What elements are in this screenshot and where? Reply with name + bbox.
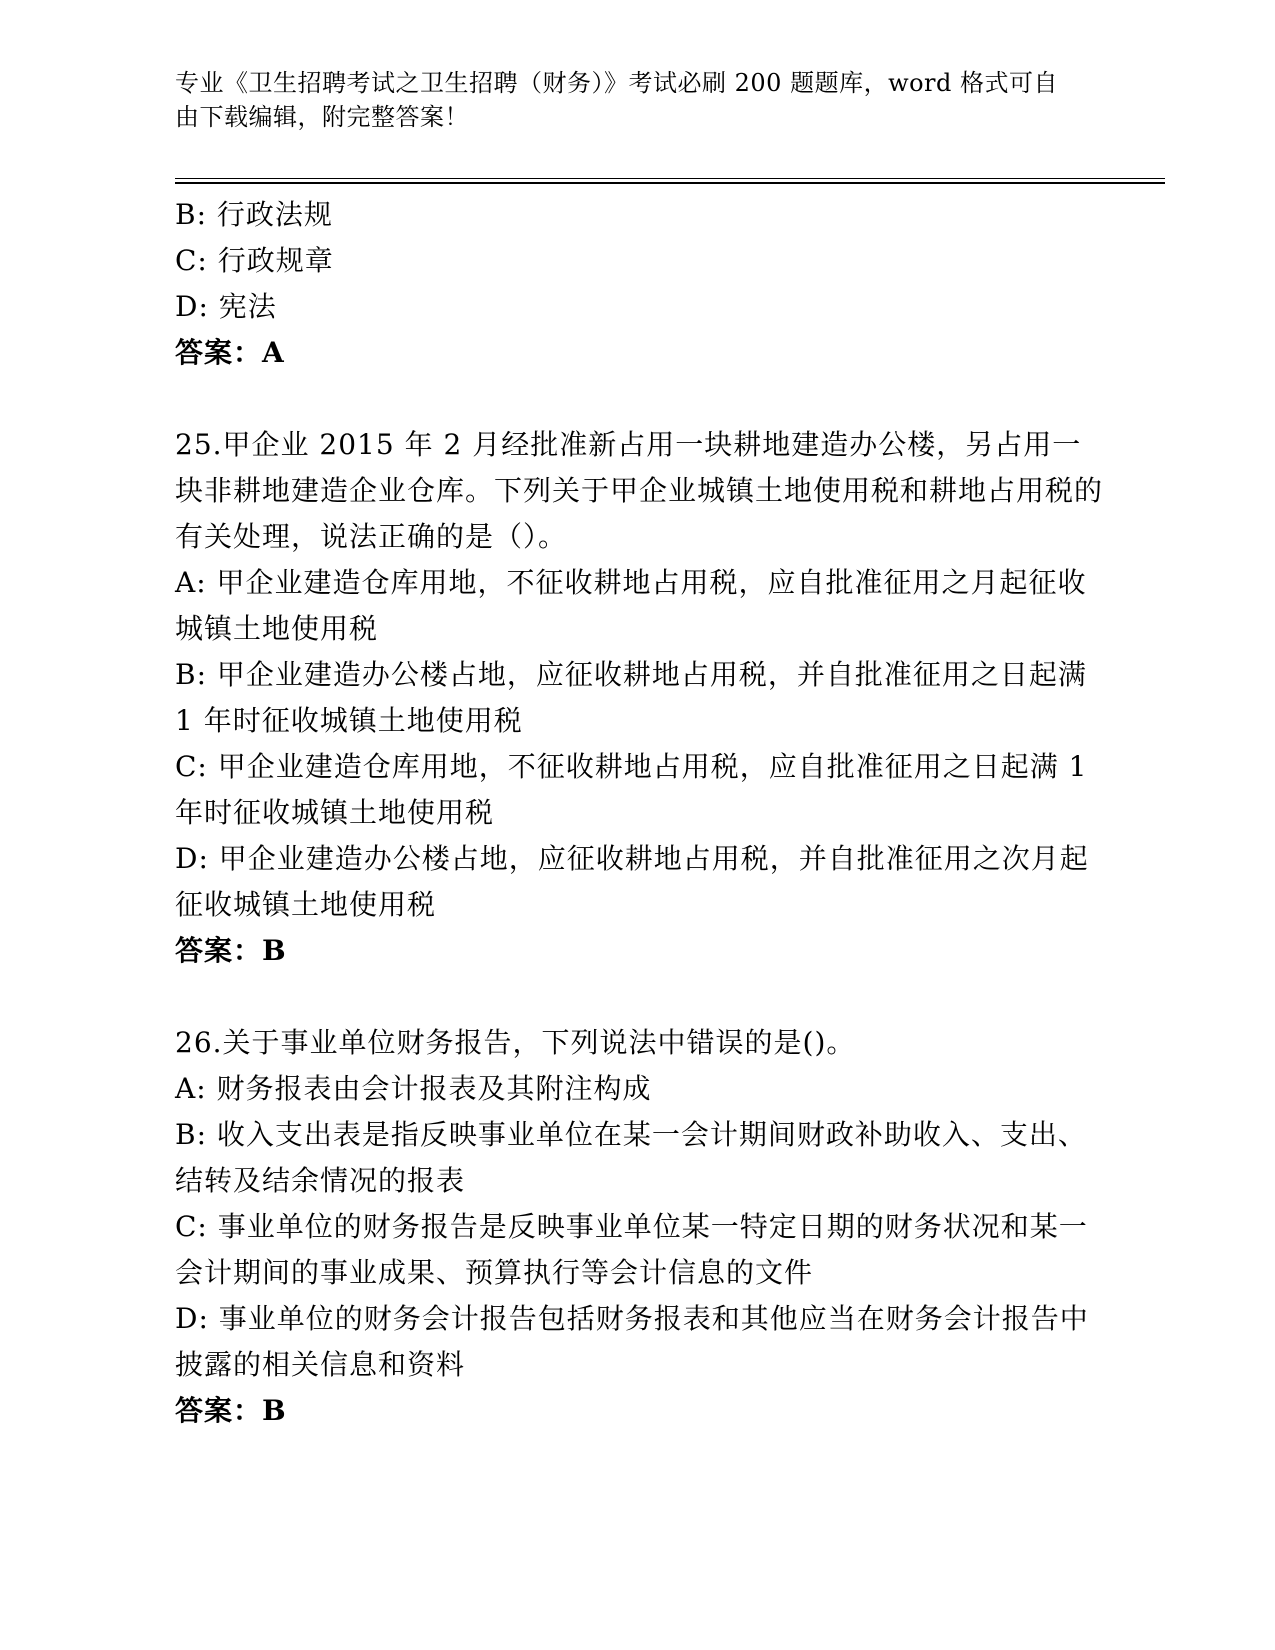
option-b: B: 收入支出表是指反映事业单位在某一会计期间财政补助收入、支出、结转及结余情况的报表 <box>175 1118 1087 1197</box>
question-block-26 <box>175 1020 1110 1434</box>
document-body <box>175 192 1110 1434</box>
option-b: B: 甲企业建造办公楼占地，应征收耕地占用税，并自批准征用之日起满 1 年时征收城镇土地使用税 <box>175 658 1087 737</box>
question-block-25 <box>175 422 1110 974</box>
answer-line: 答案：B <box>175 934 287 967</box>
header-line-2: 由下载编辑，附完整答案！ <box>175 103 469 131</box>
page-header <box>175 66 1110 134</box>
question-text: 26.关于事业单位财务报告，下列说法中错误的是()。 <box>175 1026 856 1059</box>
question-block-continuation <box>175 192 1110 376</box>
option-d: D: 甲企业建造办公楼占地，应征收耕地占用税，并自批准征用之次月起征收城镇土地使用税 <box>175 842 1089 921</box>
option-c: C: 甲企业建造仓库用地，不征收耕地占用税，应自批准征用之日起满 1 年时征收城镇土地使用税 <box>175 750 1088 829</box>
option-d: D: 事业单位的财务会计报告包括财务报表和其他应当在财务会计报告中披露的相关信息和资料 <box>175 1302 1089 1381</box>
option-d: D: 宪法 <box>175 290 277 323</box>
option-a: A: 甲企业建造仓库用地，不征收耕地占用税，应自批准征用之月起征收城镇土地使用税 <box>175 566 1087 645</box>
answer-line: 答案：B <box>175 1394 287 1427</box>
option-c: C: 行政规章 <box>175 244 334 277</box>
option-c: C: 事业单位的财务报告是反映事业单位某一特定日期的财务状况和某一会计期间的事业成果、预算执行等会计信息的文件 <box>175 1210 1088 1289</box>
blank-line <box>175 974 1110 1020</box>
answer-line: 答案：A <box>175 336 285 369</box>
header-rule <box>175 178 1165 184</box>
question-text: 25.甲企业 2015 年 2 月经批准新占用一块耕地建造办公楼，另占用一块非耕地建造企业仓库。下列关于甲企业城镇土地使用税和耕地占用税的有关处理，说法正确的是（）。 <box>175 428 1104 553</box>
option-b: B: 行政法规 <box>175 198 333 231</box>
header-line-1: 专业《卫生招聘考试之卫生招聘（财务）》考试必刷 200 题题库，word 格式可自 <box>175 69 1059 97</box>
option-a: A: 财务报表由会计报表及其附注构成 <box>175 1072 652 1105</box>
blank-line <box>175 376 1110 422</box>
